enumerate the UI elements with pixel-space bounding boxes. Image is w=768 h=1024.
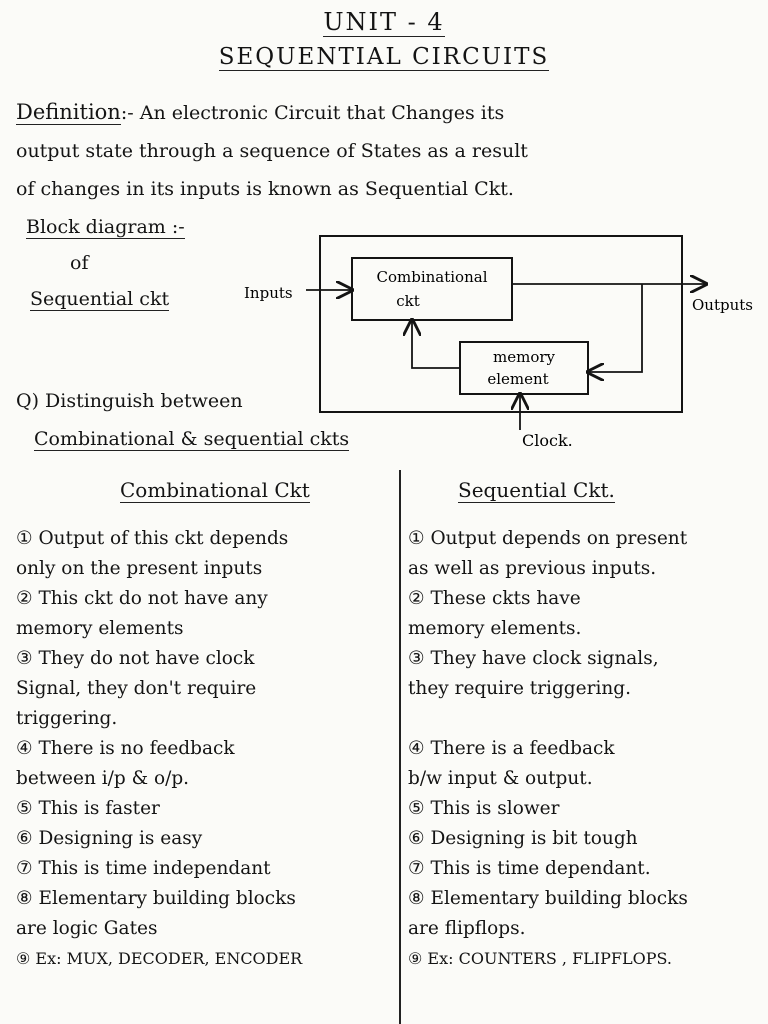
left-header-text: Combinational Ckt (120, 478, 310, 502)
memory-label-1: memory (493, 348, 555, 366)
right-item-7: ④ There is a feedback (408, 738, 615, 759)
question-line-2-text: Combinational & sequential ckts (34, 428, 350, 450)
left-item-1: ① Output of this ckt depends (16, 528, 289, 549)
outputs-label: Outputs (692, 296, 753, 314)
question-line-1: Q) Distinguish between (16, 390, 243, 412)
right-item-12: ⑧ Elementary building blocks (408, 888, 688, 909)
definition-line-2: output state through a sequence of States as a result (16, 140, 528, 162)
block-heading-2: of (70, 252, 89, 274)
right-item-3: ② These ckts have (408, 588, 581, 609)
definition-line-3: of changes in its inputs is known as Sequential Ckt. (16, 178, 514, 200)
column-divider (399, 470, 401, 1024)
left-item-8: ④ There is no feedback (16, 738, 235, 759)
unit-label: UNIT - 4 (323, 8, 445, 36)
left-item-2: only on the present inputs (16, 558, 263, 579)
left-item-10: ⑤ This is faster (16, 798, 160, 819)
block-heading-text: Block diagram :- (26, 216, 185, 238)
definition-line-1 (16, 100, 504, 124)
left-column-header (120, 478, 310, 502)
right-item-6: they require triggering. (408, 678, 631, 699)
right-header-text: Sequential Ckt. (458, 478, 615, 502)
memory-to-comb-arrow (412, 320, 460, 368)
right-item-8: b/w input & output. (408, 768, 593, 789)
left-item-14: are logic Gates (16, 918, 158, 939)
right-item-5: ③ They have clock signals, (408, 648, 659, 669)
question-line-2 (34, 428, 349, 450)
feedback-arrow (588, 284, 642, 372)
right-item-9: ⑤ This is slower (408, 798, 560, 819)
right-item-11: ⑦ This is time dependant. (408, 858, 651, 879)
left-item-4: memory elements (16, 618, 184, 639)
definition-text-1: An electronic Circuit that Changes its (139, 102, 505, 124)
left-item-11: ⑥ Designing is easy (16, 828, 203, 849)
definition-label: Definition (16, 100, 121, 124)
combinational-label-1: Combinational (376, 268, 488, 286)
definition-sep: :- (120, 102, 134, 124)
right-column-header (458, 478, 615, 502)
right-item-1: ① Output depends on present (408, 528, 688, 549)
clock-label: Clock. (522, 431, 573, 450)
left-item-5: ③ They do not have clock (16, 648, 255, 669)
left-item-3: ② This ckt do not have any (16, 588, 268, 609)
page-title-text: SEQUENTIAL CIRCUITS (218, 44, 550, 70)
right-item-13: are flipflops. (408, 918, 526, 939)
right-item-10: ⑥ Designing is bit tough (408, 828, 638, 849)
page-title (0, 44, 768, 70)
block-heading-3-text: Sequential ckt (30, 288, 170, 310)
block-diagram (230, 232, 760, 452)
combinational-label-2: ckt (396, 292, 420, 310)
right-item-4: memory elements. (408, 618, 582, 639)
inputs-label: Inputs (244, 284, 293, 302)
left-item-13: ⑧ Elementary building blocks (16, 888, 296, 909)
block-heading-1 (26, 216, 185, 238)
left-item-9: between i/p & o/p. (16, 768, 190, 789)
right-item-2: as well as previous inputs. (408, 558, 657, 579)
unit-title (0, 8, 768, 36)
left-item-6: Signal, they don't require (16, 678, 257, 699)
left-item-7: triggering. (16, 708, 118, 729)
left-column (16, 524, 396, 974)
left-item-12: ⑦ This is time independant (16, 858, 271, 879)
left-item-15: ⑨ Ex: MUX, DECODER, ENCODER (16, 949, 303, 968)
block-heading-3 (30, 288, 169, 310)
memory-label-2: element (487, 370, 549, 388)
right-item-14: ⑨ Ex: COUNTERS , FLIPFLOPS. (408, 949, 672, 968)
right-column (408, 524, 764, 974)
